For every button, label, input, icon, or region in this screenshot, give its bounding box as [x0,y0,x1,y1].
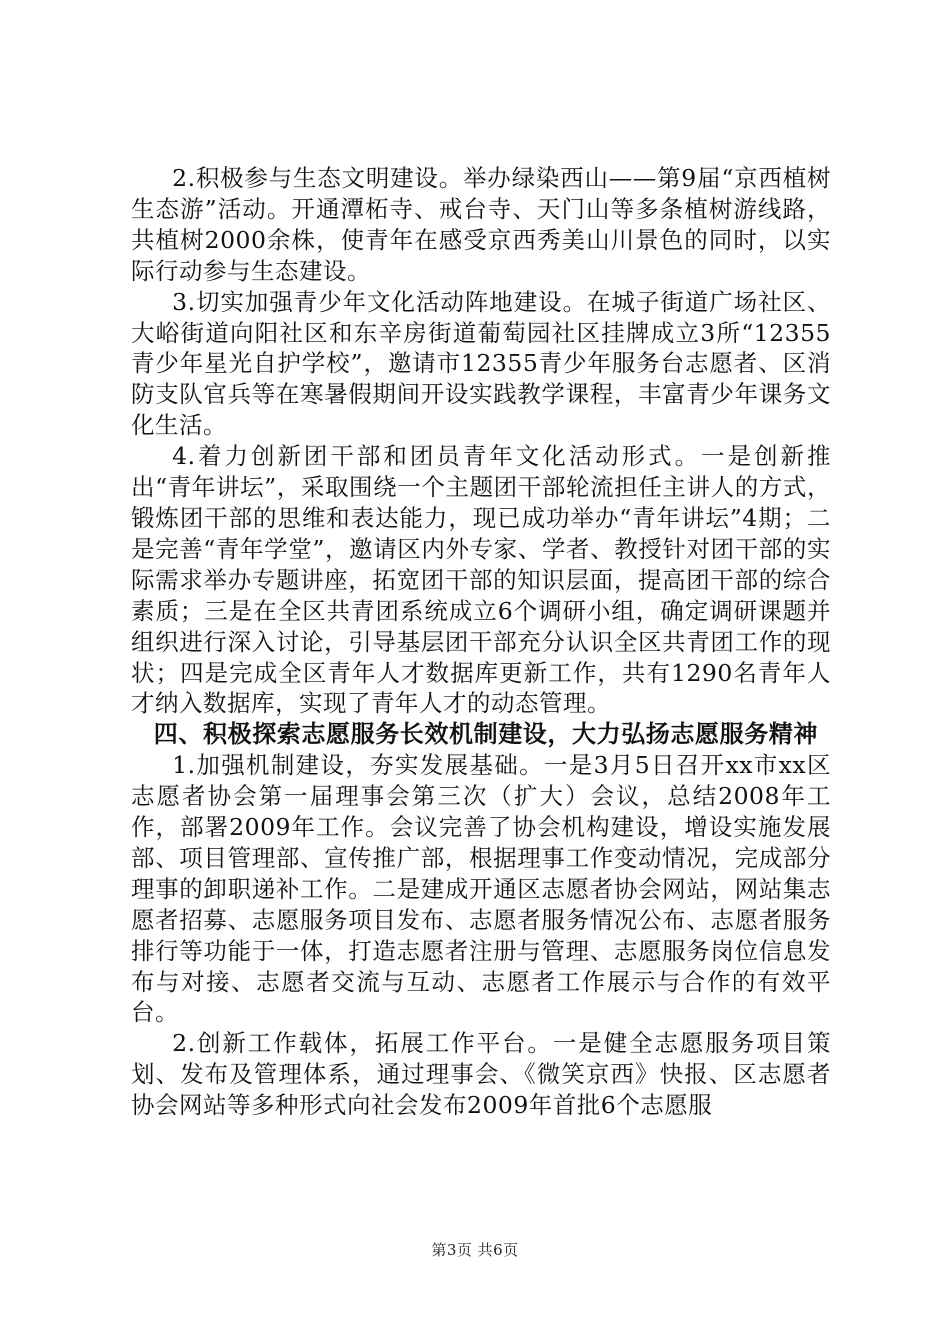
paragraph-eco-construction: 2.积极参与生态文明建设。举办绿染西山——第9届“京西植树生态游”活动。开通潭柘寺、戒台寺、天门山等多条植树游线路，共植树2000余株，使青年在感受京西秀美山川景色的同时，以实际行动参与生态建设。 [131,164,831,285]
document-body [131,163,831,1121]
section-heading-volunteer-service: 四、积极探索志愿服务长效机制建设，大力弘扬志愿服务精神 [153,720,818,749]
page-footer [0,1240,950,1260]
page-number-indicator: 第3页 共6页 [431,1241,519,1259]
paragraph-youth-culture-venues: 3.切实加强青少年文化活动阵地建设。在城子街道广场社区、大峪街道向阳社区和东辛房街道葡萄园社区挂牌成立3所“12355青少年星光自护学校”，邀请市12355青少年服务台志愿者、区消防支队官兵等在寒暑假期间开设实践教学课程，丰富青少年课务文化生活。 [131,287,831,440]
paragraph-mechanism-building: 1.加强机制建设，夯实发展基础。一是3月5日召开xx市xx区志愿者协会第一届理事会第三次（扩大）会议，总结2008年工作，部署2009年工作。会议完善了协会机构建设，增设实施发展部、项目管理部、宣传推广部，根据理事工作变动情况，完成部分理事的卸职递补工作。二是建成开通区志愿者协会网站，网站集志愿者招募、志愿服务项目发布、志愿者服务情况公布、志愿者服务排行等功能于一体，打造志愿者注册与管理、志愿服务岗位信息发布与对接、志愿者交流与互动、志愿者工作展示与合作的有效平台。 [131,751,831,1027]
paragraph-work-platform: 2.创新工作载体，拓展工作平台。一是健全志愿服务项目策划、发布及管理体系，通过理事会、《微笑京西》快报、区志愿者协会网站等多种形式向社会发布2009年首批6个志愿服 [131,1029,831,1120]
paragraph-cadre-activities: 4.着力创新团干部和团员青年文化活动形式。一是创新推出“青年讲坛”，采取围绕一个主题团干部轮流担任主讲人的方式，锻炼团干部的思维和表达能力，现已成功举办“青年讲坛”4期；二是完善“青年学堂”，邀请区内外专家、学者、教授针对团干部的实际需求举办专题讲座，拓宽团干部的知识层面，提高团干部的综合素质；三是在全区共青团系统成立6个调研小组，确定调研课题并组织进行深入讨论，引导基层团干部充分认识全区共青团工作的现状；四是完成全区青年人才数据库更新工作，共有1290名青年人才纳入数据库，实现了青年人才的动态管理。 [131,442,831,718]
